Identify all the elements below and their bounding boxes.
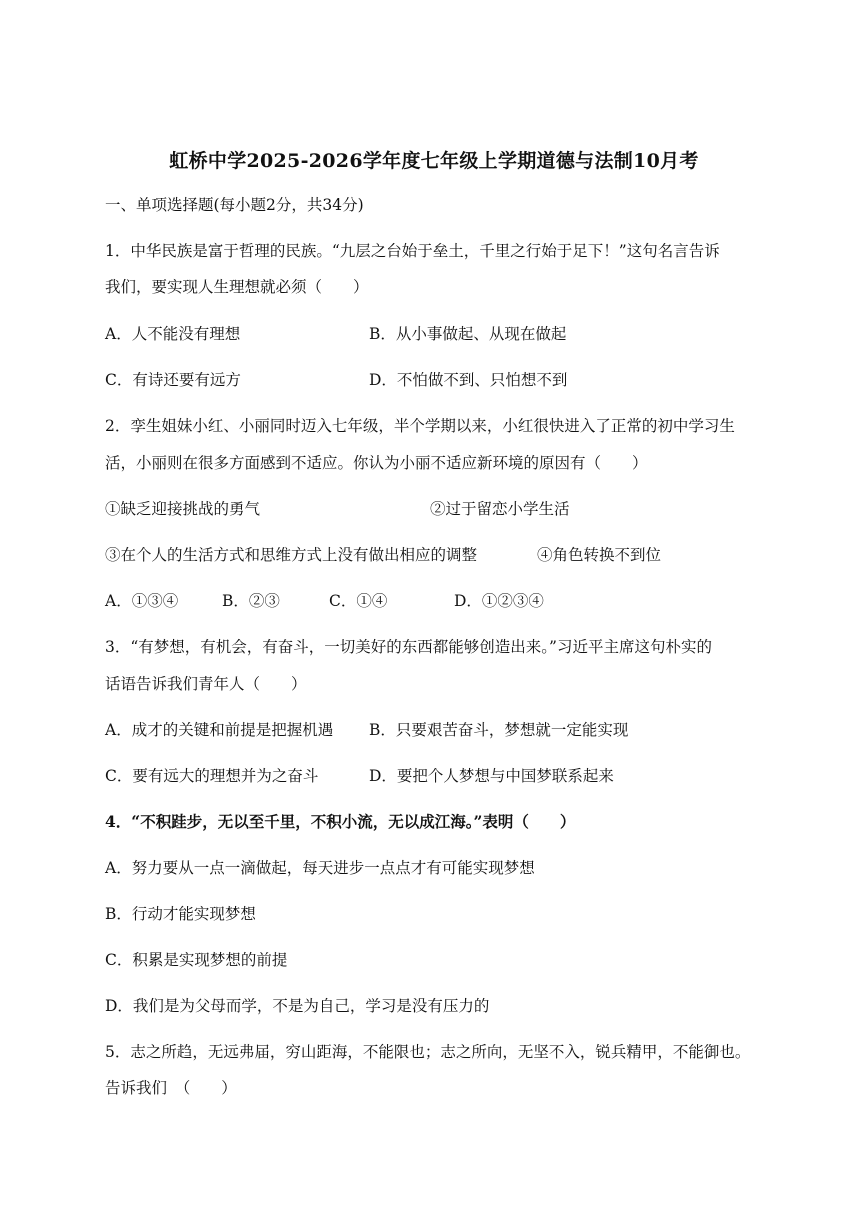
q4-option-c: C．积累是实现梦想的前提 — [105, 951, 288, 969]
q3-option-a: A．成才的关键和前提是把握机遇 — [105, 721, 334, 739]
q3-option-d: D．要把个人梦想与中国梦联系起来 — [369, 767, 614, 785]
q2-option-d: D．①②③④ — [454, 592, 544, 610]
q2-item-4: ④角色转换不到位 — [537, 546, 662, 564]
q5-stem-line-1: 5．志之所趋，无远弗届，穷山距海，不能限也；志之所向，无坚不入，锐兵精甲，不能御也。 — [105, 1043, 751, 1061]
q1-stem-line-2: 我们，要实现人生理想就必须（ ） — [105, 278, 369, 296]
q2-option-b: B．②③ — [222, 592, 280, 610]
q4-option-a: A．努力要从一点一滴做起，每天进步一点点才有可能实现梦想 — [105, 859, 535, 877]
exam-title: 虹桥中学2025-2026学年度七年级上学期道德与法制10月考 — [169, 150, 699, 172]
q1-option-a: A．人不能没有理想 — [105, 325, 241, 343]
q1-option-b: B．从小事做起、从现在做起 — [369, 325, 567, 343]
q5-stem-line-2: 告诉我们 （ ） — [105, 1079, 237, 1097]
q2-item-3: ③在个人的生活方式和思维方式上没有做出相应的调整 — [105, 546, 478, 564]
q3-option-b: B．只要艰苦奋斗，梦想就一定能实现 — [369, 721, 629, 739]
q2-option-c: C．①④ — [329, 592, 388, 610]
section-heading: 一、单项选择题(每小题2分，共34分) — [105, 196, 364, 214]
q1-option-c: C．有诗还要有远方 — [105, 371, 241, 389]
q1-option-d: D．不怕做不到、只怕想不到 — [369, 371, 568, 389]
q2-option-a: A．①③④ — [105, 592, 179, 610]
q2-stem-line-2: 活，小丽则在很多方面感到不适应。你认为小丽不适应新环境的原因有（ ） — [105, 454, 648, 472]
q2-item-2: ②过于留恋小学生活 — [430, 500, 570, 518]
q3-stem-line-1: 3．“有梦想，有机会，有奋斗，一切美好的东西都能够创造出来。”习近平主席这句朴实的 — [105, 638, 712, 656]
q3-stem-line-2: 话语告诉我们青年人（ ） — [105, 675, 307, 693]
q4-option-b: B．行动才能实现梦想 — [105, 905, 256, 923]
q4-stem-line-1: 4．“不积跬步，无以至千里，不积小流，无以成江海。”表明（ ） — [105, 812, 576, 831]
q3-option-c: C．要有远大的理想并为之奋斗 — [105, 767, 319, 785]
q1-stem-line-1: 1．中华民族是富于哲理的民族。“九层之台始于垒土，千里之行始于足下！”这句名言告诉 — [105, 242, 720, 260]
q2-stem-line-1: 2．孪生姐妹小红、小丽同时迈入七年级，半个学期以来，小红很快进入了正常的初中学习生 — [105, 417, 735, 435]
q4-option-d: D．我们是为父母而学，不是为自己，学习是没有压力的 — [105, 997, 490, 1015]
q2-item-1: ①缺乏迎接挑战的勇气 — [105, 500, 261, 518]
